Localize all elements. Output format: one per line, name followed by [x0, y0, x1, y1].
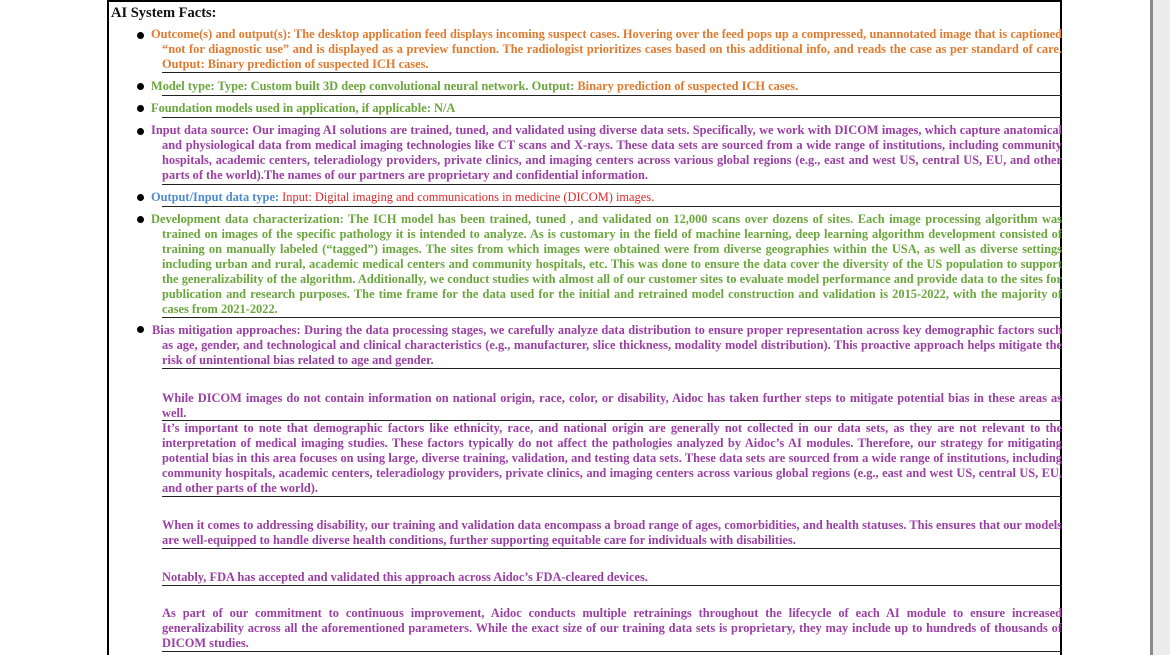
divider	[162, 585, 1062, 586]
fact-bias-p2	[162, 391, 1062, 421]
fact-io-type	[151, 190, 1062, 205]
fact-bias-p5-text: Notably, FDA has accepted and validated this approach across Aidoc’s FDA-cleared devices.	[162, 570, 648, 584]
divider	[162, 368, 1062, 369]
section-heading: AI System Facts:	[111, 5, 217, 21]
fact-outcome	[151, 27, 1062, 72]
divider	[162, 317, 1062, 318]
divider	[162, 117, 1062, 118]
fact-development	[151, 212, 1062, 317]
fact-bias-p2-text: While DICOM images do not contain information on national origin, race, color, or disability, Aidoc has taken further steps to mitigate potential bias in these areas as well.	[162, 391, 1062, 420]
fact-io-type-label: Output/Input data type:	[151, 190, 283, 204]
fact-bias-p4	[162, 518, 1062, 548]
fact-bias-p1-text: Bias mitigation approaches: During the data processing stages, we carefully analyze data distribution to ensure proper representation across key demographic factors such as age, gender, and technological and clinical characteristics (e.g., manufacturer, slice thickness, modality model distribution). This proactive approach helps mitigate the risk of unintentional bias related to age and gender.	[152, 323, 1062, 367]
fact-outcome-text: Outcome(s) and output(s): The desktop application feed displays incoming suspect cases. Hovering over the feed pops up a compressed, unannotated image that is captioned “not for diagnostic use” and is displayed as a preview function. The radiologist prioritizes cases based on this additional info, and reads the case as per standard of care. Output: Binary prediction of suspected ICH cases.	[151, 27, 1062, 71]
fact-io-type-value: Input: Digital imaging and communications in medicine (DICOM) images.	[282, 190, 655, 204]
divider	[162, 548, 1062, 549]
bullet-dot	[137, 216, 144, 223]
fact-model-type-label: Model type: Type: Custom built 3D deep convolutional neural network. Output:	[151, 79, 578, 93]
fact-foundation	[151, 101, 1062, 116]
divider	[162, 496, 1062, 497]
divider	[162, 72, 1062, 73]
bullet-dot	[137, 32, 144, 39]
fact-bias-p5	[162, 570, 1062, 585]
fact-bias-p6-text: As part of our commitment to continuous improvement, Aidoc conducts multiple retrainings throughout the lifecycle of each AI module to ensure increased generalizability across all the aforementioned parameters. While the exact size of our training data sets is proprietary, they may include up to hundreds of thousands of DICOM studies.	[162, 606, 1062, 650]
fact-bias-p4-text: When it comes to addressing disability, our training and validation data encompass a broad range of ages, comorbidities, and health statuses. This ensures that our models are well-equipped to handle diverse health conditions, further supporting equitable care for individuals with disabilities.	[162, 518, 1062, 547]
fact-bias-p3	[162, 421, 1062, 496]
divider	[162, 95, 1062, 96]
divider	[162, 184, 1062, 185]
divider	[162, 651, 1062, 652]
fact-bias-p1	[152, 323, 1062, 368]
fact-model-type-value: Binary prediction of suspected ICH cases.	[577, 79, 799, 93]
bullet-dot	[137, 194, 144, 201]
fact-bias-p6	[162, 606, 1062, 651]
bullet-dot	[137, 105, 144, 112]
fact-model-type	[151, 79, 1062, 94]
bullet-dot	[137, 83, 144, 90]
fact-bias-p3-text: It’s important to note that demographic factors like ethnicity, race, and national origin are generally not collected in our data sets, as they are not relevant to the interpretation of medical imaging studies. These factors typically do not affect the pathologies analyzed by Aidoc’s AI modules. Therefore, our strategy for mitigating potential bias in this area focuses on using large, diverse training, validation, and testing data sets. These data sets are sourced from a wide range of institutions, including community hospitals, academic centers, teleradiology providers, private clinics, and imaging centers across various global regions (e.g., east and west US, central US, EU, and other parts of the world).	[162, 421, 1062, 495]
fact-foundation-text: Foundation models used in application, if applicable: N/A	[151, 101, 456, 115]
bullet-dot	[137, 128, 144, 135]
fact-input-source	[151, 123, 1062, 183]
divider	[162, 206, 1062, 207]
fact-development-text: Development data characterization: The ICH model has been trained, tuned , and validated on 12,000 scans over dozens of sites. Each image processing algorithm was trained on images of the specific pathology it is intended to analyze. As is customary in the field of machine learning, deep learning algorithm development consisted of training on manually labeled (“tagged”) images. The sites from which images were obtained were from diverse geographies within the USA, as well as diverse settings including urban and rural, academic medical centers and community hospitals, etc. This was done to ensure the data cover the diversity of the US population to support the generalizability of the algorithm. Additionally, we conduct studies with almost all of our customer sites to evaluate model performance and provide data to the sites for publication and research purposes. The time frame for the data used for the initial and retrained model construction and validation is 2015-2022, with the majority of cases from 2021-2022.	[151, 212, 1062, 316]
fact-input-source-text: Input data source: Our imaging AI solutions are trained, tuned, and validated using diverse data sets. Specifically, we work with DICOM images, which capture anatomical and physiological data from medical imaging technologies like CT scans and X-rays. These data sets are sourced from a wide range of institutions, including community hospitals, academic centers, teleradiology providers, private clinics, and imaging centers across various global regions (e.g., east and west US, central US, EU, and other parts of the world).The names of our partners are proprietary and confidential information.	[151, 123, 1062, 182]
bullet-dot	[137, 326, 144, 333]
